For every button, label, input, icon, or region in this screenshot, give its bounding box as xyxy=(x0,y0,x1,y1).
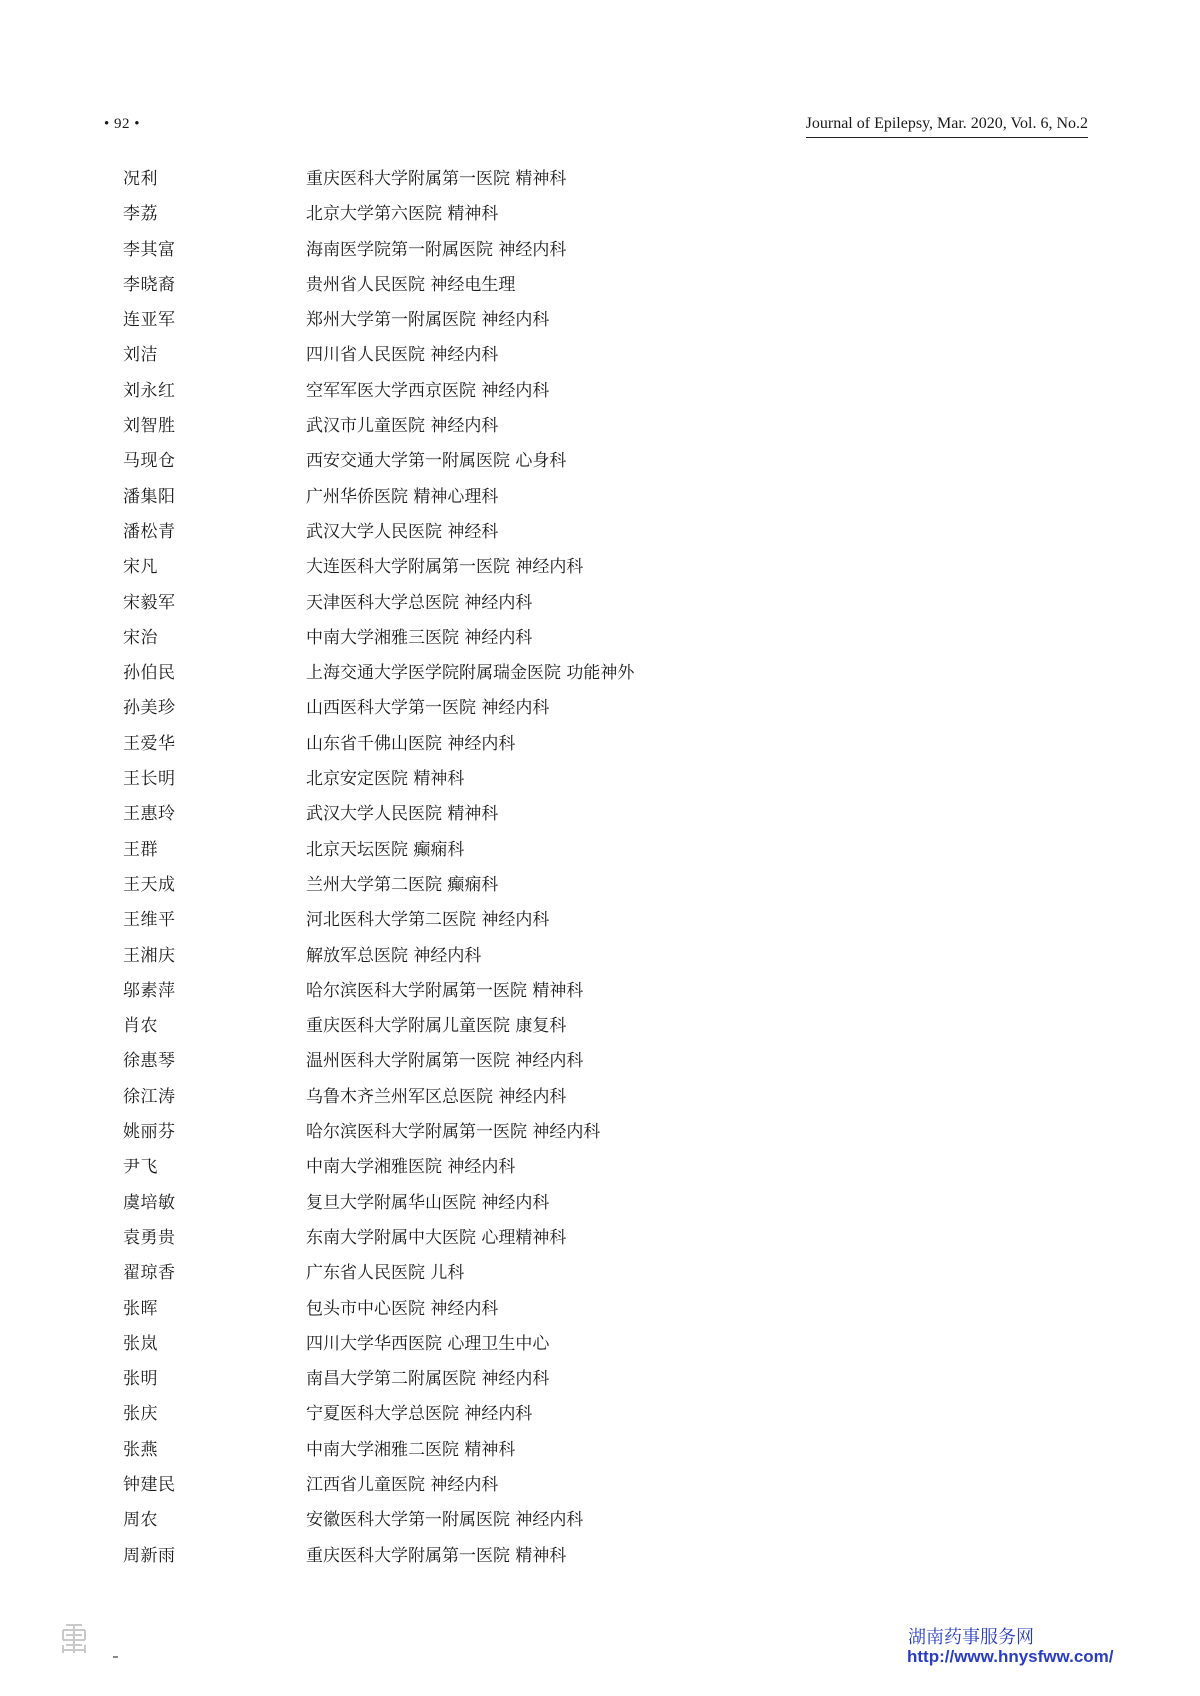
member-affiliation: 南昌大学第二附属医院 神经内科 xyxy=(306,1369,550,1390)
member-name: 宋治 xyxy=(123,627,158,648)
list-item xyxy=(0,1433,1200,1468)
member-affiliation: 武汉市儿童医院 神经内科 xyxy=(306,416,499,437)
list-item xyxy=(0,1044,1200,1079)
member-name: 张庆 xyxy=(123,1404,158,1425)
member-name: 连亚军 xyxy=(123,310,176,331)
member-name: 潘集阳 xyxy=(123,486,176,507)
list-item xyxy=(0,480,1200,515)
list-item xyxy=(0,303,1200,338)
member-name: 姚丽芬 xyxy=(123,1122,176,1143)
list-item xyxy=(0,1362,1200,1397)
member-affiliation: 乌鲁木齐兰州军区总医院 神经内科 xyxy=(306,1086,567,1107)
corner-mark xyxy=(113,1656,118,1658)
list-item xyxy=(0,1115,1200,1150)
list-item xyxy=(0,1080,1200,1115)
member-name: 况利 xyxy=(123,169,158,189)
member-affiliation: 四川省人民医院 神经内科 xyxy=(306,345,499,366)
member-affiliation: 广州华侨医院 精神心理科 xyxy=(306,486,499,507)
member-name: 刘洁 xyxy=(123,345,158,366)
list-item xyxy=(0,374,1200,409)
member-affiliation: 复旦大学附属华山医院 神经内科 xyxy=(306,1192,550,1213)
list-item xyxy=(0,1327,1200,1362)
list-item xyxy=(0,233,1200,268)
list-item xyxy=(0,939,1200,974)
member-affiliation: 解放军总医院 神经内科 xyxy=(306,945,482,966)
member-affiliation: 郑州大学第一附属医院 神经内科 xyxy=(306,310,550,331)
member-list xyxy=(0,162,1200,1574)
member-affiliation: 江西省儿童医院 神经内科 xyxy=(306,1474,499,1495)
member-name: 张晖 xyxy=(123,1298,158,1319)
list-item xyxy=(0,762,1200,797)
member-affiliation: 河北医科大学第二医院 神经内科 xyxy=(306,910,550,931)
list-item xyxy=(0,1256,1200,1291)
list-item xyxy=(0,833,1200,868)
member-affiliation: 重庆医科大学附属第一医院 精神科 xyxy=(306,1545,567,1566)
member-name: 王惠玲 xyxy=(123,804,176,825)
member-affiliation: 包头市中心医院 神经内科 xyxy=(306,1298,499,1319)
member-name: 王群 xyxy=(123,839,158,860)
watermark-site-name: 湖南药事服务网 xyxy=(908,1627,1034,1648)
member-affiliation: 重庆医科大学附属儿童医院 康复科 xyxy=(306,1016,567,1037)
member-name: 徐江涛 xyxy=(123,1086,176,1107)
member-affiliation: 安徽医科大学第一附属医院 神经内科 xyxy=(306,1510,584,1531)
list-item xyxy=(0,1539,1200,1574)
list-item xyxy=(0,586,1200,621)
member-name: 刘智胜 xyxy=(123,416,176,437)
list-item xyxy=(0,621,1200,656)
member-affiliation: 空军军医大学西京医院 神经内科 xyxy=(306,380,550,401)
member-affiliation: 宁夏医科大学总医院 神经内科 xyxy=(306,1404,533,1425)
list-item xyxy=(0,1468,1200,1503)
member-name: 李晓裔 xyxy=(123,274,176,295)
member-affiliation: 武汉大学人民医院 精神科 xyxy=(306,804,499,825)
member-affiliation: 贵州省人民医院 神经电生理 xyxy=(306,274,516,295)
list-item xyxy=(0,1292,1200,1327)
list-item xyxy=(0,974,1200,1009)
list-item xyxy=(0,515,1200,550)
member-affiliation: 海南医学院第一附属医院 神经内科 xyxy=(306,239,567,260)
member-affiliation: 山东省千佛山医院 神经内科 xyxy=(306,733,516,754)
list-item xyxy=(0,868,1200,903)
member-name: 宋凡 xyxy=(123,557,158,578)
list-item xyxy=(0,903,1200,938)
list-item xyxy=(0,444,1200,479)
member-name: 钟建民 xyxy=(123,1474,176,1495)
member-affiliation: 山西医科大学第一医院 神经内科 xyxy=(306,698,550,719)
member-affiliation: 中南大学湘雅二医院 精神科 xyxy=(306,1439,516,1460)
member-affiliation: 北京天坛医院 癫痫科 xyxy=(306,839,465,860)
list-item xyxy=(0,1397,1200,1432)
member-name: 刘永红 xyxy=(123,380,176,401)
list-item xyxy=(0,727,1200,762)
list-item xyxy=(0,1009,1200,1044)
member-name: 孙伯民 xyxy=(123,663,176,684)
watermark-url: http://www.hnysfww.com/ xyxy=(907,1647,1114,1666)
member-affiliation: 东南大学附属中大医院 心理精神科 xyxy=(306,1227,567,1248)
member-affiliation: 西安交通大学第一附属医院 心身科 xyxy=(306,451,567,472)
member-name: 袁勇贵 xyxy=(123,1227,176,1248)
member-affiliation: 上海交通大学医学院附属瑞金医院 功能神外 xyxy=(306,663,635,684)
member-name: 张岚 xyxy=(123,1333,158,1354)
member-name: 王长明 xyxy=(123,769,176,790)
list-item xyxy=(0,268,1200,303)
list-item xyxy=(0,409,1200,444)
member-name: 徐惠琴 xyxy=(123,1051,176,1072)
list-item xyxy=(0,550,1200,585)
member-affiliation: 武汉大学人民医院 神经科 xyxy=(306,521,499,542)
list-item xyxy=(0,1150,1200,1185)
member-affiliation: 天津医科大学总医院 神经内科 xyxy=(306,592,533,613)
member-name: 王维平 xyxy=(123,910,176,931)
member-affiliation: 北京大学第六医院 精神科 xyxy=(306,204,499,225)
journal-reference: Journal of Epilepsy, Mar. 2020, Vol. 6, No.2 xyxy=(806,115,1088,138)
member-name: 宋毅军 xyxy=(123,592,176,613)
list-item xyxy=(0,1186,1200,1221)
list-item xyxy=(0,338,1200,373)
member-name: 王天成 xyxy=(123,874,176,895)
member-name: 李荔 xyxy=(123,204,158,225)
member-name: 王湘庆 xyxy=(123,945,176,966)
member-affiliation: 中南大学湘雅三医院 神经内科 xyxy=(306,627,533,648)
list-item xyxy=(0,797,1200,832)
member-affiliation: 温州医科大学附属第一医院 神经内科 xyxy=(306,1051,584,1072)
member-name: 张明 xyxy=(123,1369,158,1390)
list-item xyxy=(0,162,1200,197)
member-name: 周农 xyxy=(123,1510,158,1531)
member-name: 张燕 xyxy=(123,1439,158,1460)
member-name: 肖农 xyxy=(123,1016,158,1037)
member-affiliation: 兰州大学第二医院 癫痫科 xyxy=(306,874,499,895)
list-item xyxy=(0,197,1200,232)
member-affiliation: 哈尔滨医科大学附属第一医院 神经内科 xyxy=(306,1122,601,1143)
member-affiliation: 哈尔滨医科大学附属第一医院 精神科 xyxy=(306,980,584,1001)
member-name: 翟琼香 xyxy=(123,1263,176,1284)
member-affiliation: 北京安定医院 精神科 xyxy=(306,769,465,790)
list-item xyxy=(0,656,1200,691)
member-affiliation: 重庆医科大学附属第一医院 精神科 xyxy=(306,169,567,189)
member-name: 孙美珍 xyxy=(123,698,176,719)
member-name: 王爱华 xyxy=(123,733,176,754)
member-name: 邬素萍 xyxy=(123,980,176,1001)
member-affiliation: 四川大学华西医院 心理卫生中心 xyxy=(306,1333,550,1354)
member-name: 周新雨 xyxy=(123,1545,176,1566)
member-affiliation: 广东省人民医院 儿科 xyxy=(306,1263,465,1284)
member-name: 虞培敏 xyxy=(123,1192,176,1213)
member-affiliation: 中南大学湘雅医院 神经内科 xyxy=(306,1157,516,1178)
member-name: 尹飞 xyxy=(123,1157,158,1178)
member-name: 马现仓 xyxy=(123,451,176,472)
member-affiliation: 大连医科大学附属第一医院 神经内科 xyxy=(306,557,584,578)
list-item xyxy=(0,691,1200,726)
list-item xyxy=(0,1221,1200,1256)
publisher-seal-icon xyxy=(58,1622,90,1656)
member-name: 潘松青 xyxy=(123,521,176,542)
list-item xyxy=(0,1503,1200,1538)
page-number: • 92 • xyxy=(104,116,141,132)
member-name: 李其富 xyxy=(123,239,176,260)
